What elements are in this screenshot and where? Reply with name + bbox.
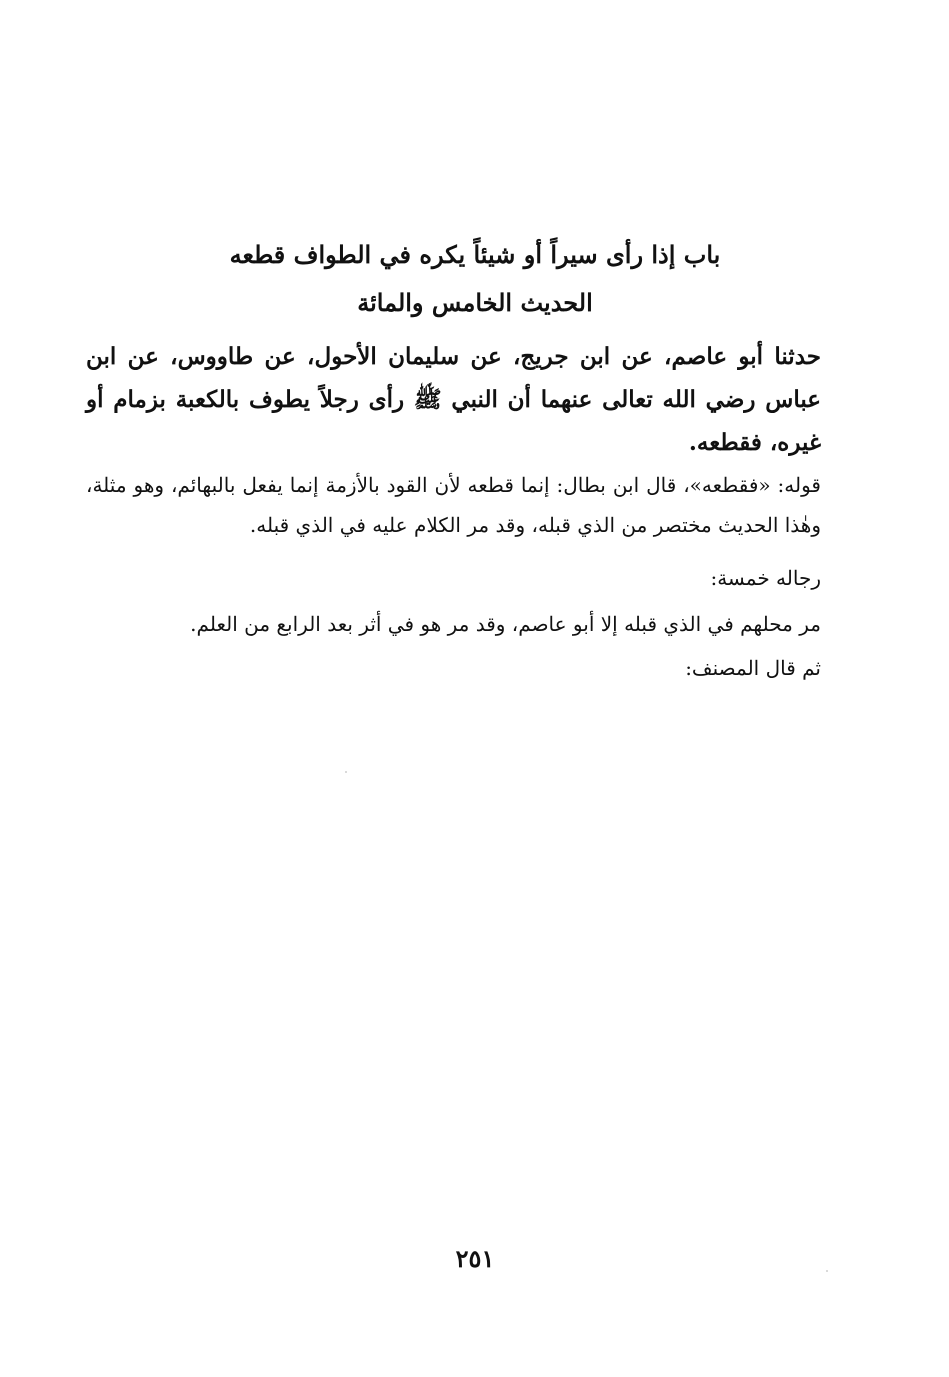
page-number: ٢٥١ [455,1244,495,1273]
narrators-heading: رجاله خمسة: [710,566,821,590]
chapter-title: باب إذا رأى سيراً أو شيئاً يكره في الطواف قطعه [229,240,721,269]
hadith-number-heading: الحديث الخامس والمائة [357,288,593,317]
scan-speck [345,771,347,773]
author-says-line: ثم قال المصنف: [685,656,821,680]
commentary-paragraph: قوله: «فقطعه»، قال ابن بطال: إنما قطعه لأن القود بالأزمة إنما يفعل بالبهائم، وهو مثلة، وهٰذا الحديث مختصر من الذي قبله، وقد مر الكلام عليه في الذي قبله. [86,473,821,537]
scan-speck [826,1270,828,1272]
hadith-text: حدثنا أبو عاصم، عن ابن جريج، عن سليمان الأحول، عن طاووس، عن ابن عباس رضي الله تعالى عنهما أن النبي ﷺ رأى رجلاً يطوف بالكعبة بزمام أو غيره، فقطعه. [86,343,821,456]
narrators-paragraph: مر محلهم في الذي قبله إلا أبو عاصم، وقد مر هو في أثر بعد الرابع من العلم. [190,612,821,636]
